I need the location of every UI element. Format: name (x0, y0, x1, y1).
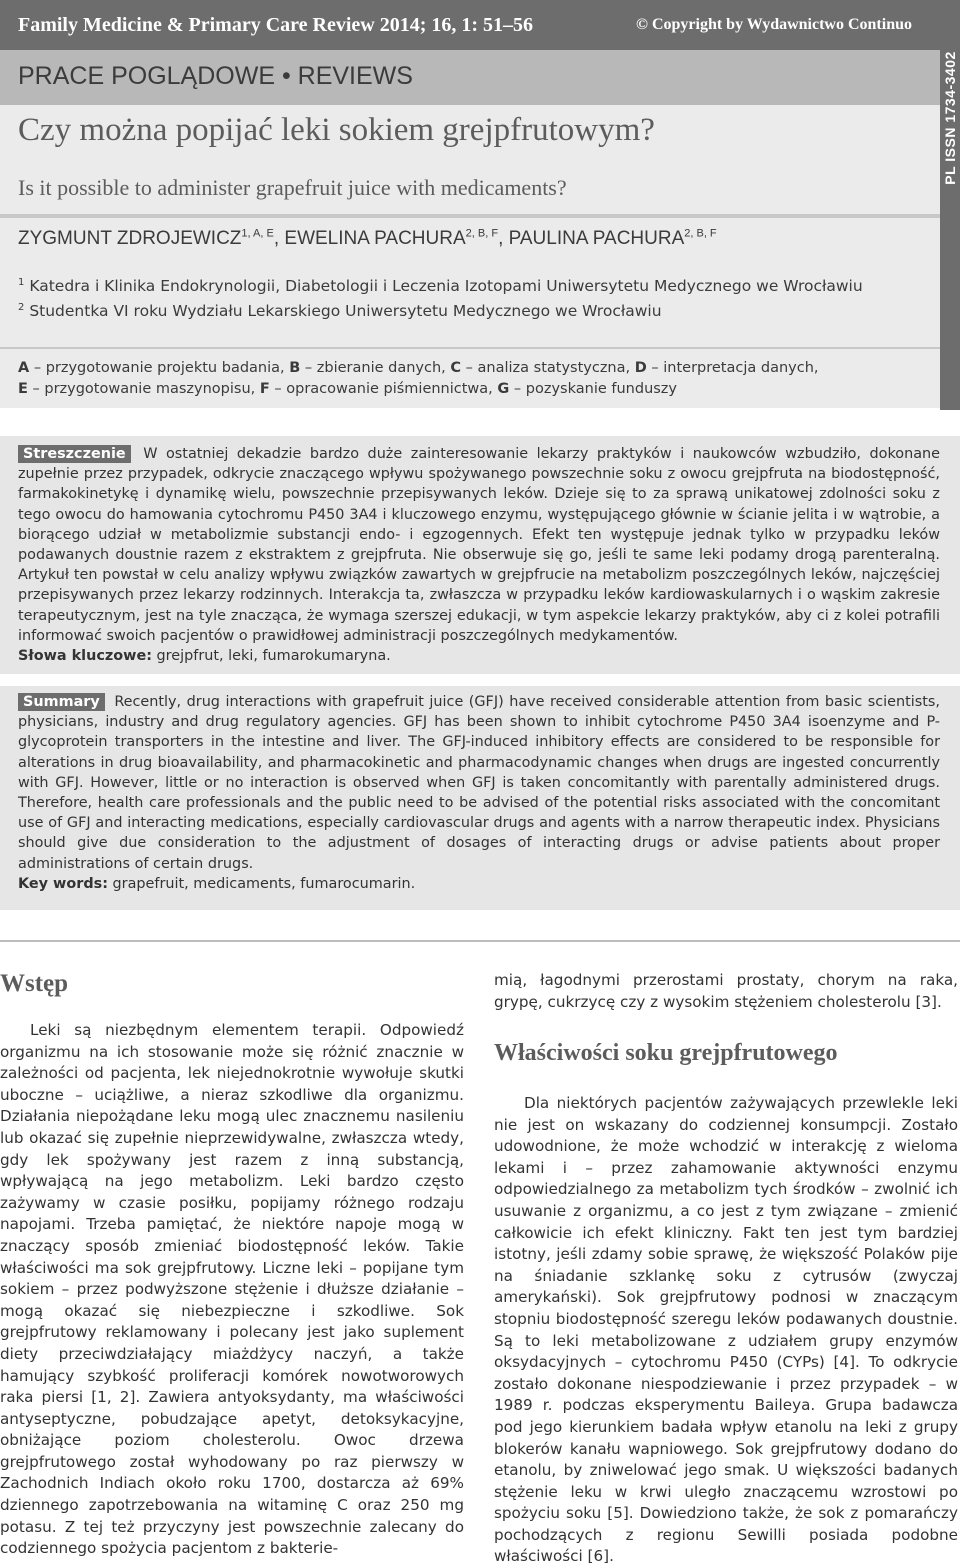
keywords-en: grapefruit, medicaments, fumarocumarin. (107, 875, 416, 892)
copyright-notice: © Copyright by Wydawnictwo Continuo (636, 16, 912, 33)
article-title-en: Is it possible to administer grapefruit juice with medicaments? (18, 175, 567, 200)
heading-introduction: Wstęp (0, 970, 69, 997)
author-2: EWELINA $PACHURA^{2, B, F}$, (284, 228, 509, 250)
contributions-divider (0, 347, 940, 349)
intro-continuation: mią, łagodnymi przerostami prostaty, chorym na raka, grypę, cukrzycę czy z wysokim stężeniem cholesterolu [3]. (494, 971, 958, 1011)
abstract-en-label: Summary (18, 693, 105, 711)
abstract-en-text (18, 692, 940, 894)
section-label: PRACE POGLĄDOWE • REVIEWS (18, 62, 413, 90)
abstract-en-body: Recently, drug interactions with grapefruit juice (GFJ) have received considerable attention from basic scientists, physicians, industry and drug regulatory agencies. GFJ has been shown to inhibit cytochrome P450 3A4 isoenzyme and P-glycoprotein transporters in the intestine and liver. The GFJ-induced inhibitory effects are considered to be responsible for alterations in drug bioavailability, and pharmacokinetic and pharmacodynamic changes when drugs are ingested concurrently with GFJ. However, little or no interaction is observed when GFJ is taken concomitantly with parentally administered drugs. Therefore, health care professionals and the public need to be advised of the potential risks associated with the concomitant use of GFJ and interacting medications, especially cardiovascular drugs and agents with a narrow therapeutic index. Physicians should give due consideration to the adjustment of dosages of interacting drugs or advise patients about proper administrations of certain drugs. (18, 694, 941, 872)
intro-paragraph: Leki są niezbędnym elementem terapii. Odpowiedź organizmu na ich stosowanie może się różnić znacznie w zależności od pacjenta, lek niejednokrotnie wywołuje skutki uboczne – uciążliwe, a nieraz szkodliwe dla organizmu. Działania niepożądane leku mogą ulec znacznemu nasileniu lub okazać się zupełnie nieprzewidywalne, zwłaszcza wtedy, gdy lek spożywany jest razem z inną substancją, wpływającą na jego metabolizm. Leki bardzo często zażywamy w czasie posiłku, popijamy różnego rodzaju napojami. Trzeba pamiętać, że niektóre napoje mogą w znaczący sposób zmieniać biodostępność leków. Takie właściwości ma sok grejpfrutowy. Liczne leki – popijane tym sokiem – przez podwyższone stężenie i dłuższe działanie – mogą okazać się niebezpieczne i szkodliwe. Sok grejpfrutowy reklamowany i polecany jest jako suplement diety przeciwdziałający miażdżycy naczyń, a także hamujący szybkość proliferacji komórek nowotworowych raka piersi [1, 2]. Zawiera antyoksydanty, ma właściwości antyseptyczne, pobudzające apetyt, detoksykacyjne, obniżające poziom cholesterolu. Owoc drzewa grejpfrutowego został wyhodowany po raz pierwszy w Zachodnich Indiach około roku 1700, dostarcza aż 69% dziennego zapotrzebowania na witaminę C oraz 250 mg potasu. Z tej też przyczyny jest powszechnie zalecany do codziennego spożycia pacjentom z bakterie- (0, 1021, 464, 1558)
body-divider (0, 940, 960, 942)
affiliation-2: $^2$ Studentka VI roku Wydziału Lekarskiego Uniwersytetu Medycznego we Wrocławiu (18, 302, 662, 321)
article-title-pl: Czy można popijać leki sokiem grejpfrutowym? (18, 112, 655, 148)
abstract-pl-box (0, 436, 960, 674)
keywords-pl-label: Słowa kluczowe: (18, 648, 152, 665)
header-divider (0, 214, 940, 218)
intro-continuation-column (494, 970, 958, 1013)
abstract-en-box (0, 686, 960, 910)
abstract-pl-body: W ostatniej dekadzie bardzo duże zainteresowanie lekarzy praktyków i naukowców wzbudziło, dokonane zupełnie przez przypadek, odkrycie znaczącego wpływu spożywanego powszechnie soku z owocu grejpfruta na biodostępność, farmakokinetykę i dynamikę wielu, powszechnie przepisywanych leków. Dzieje się to za sprawą unikatowej zdolności soku z tego owocu do hamowania cytochromu P450 3A4 i kluczowego enzymu, występującego głównie w ścianie jelita i w wątrobie, a biorącego udział w metabolizmie substancji endo- i egzogennych. Efekt ten występuje jednak tylko w przypadku leków podawanych doustnie razem z ekstraktem z grejpfruta. Nie obserwuje się go, jeśli te same leki podamy drogą parenteralną. Artykuł ten powstał w celu analizy wpływu związków zawartych w grejpfrucie na metabolizm poszczególnych leków, najczęściej przepisywanych przez lekarzy rodzinnych. Interakcja ta, zwłaszcza w przypadku leków kardiowaskularnych i o wąskim zakresie terapeutycznym, jest na tyle znacząca, że wymaga szerszej edukacji, w tym aspekcie lekarzy praktyków, aby ci z kolei potrafili informować swoich pacjentów o prawidłowej administracji poszczególnych medykamentów. (18, 446, 941, 644)
journal-header-bar (0, 0, 960, 50)
intro-column (0, 1020, 464, 1560)
properties-column (494, 1093, 958, 1568)
keywords-en-label: Key words: (18, 875, 108, 892)
author-list (18, 228, 717, 250)
heading-properties: Właściwości soku grejpfrutowego (494, 1040, 838, 1066)
keywords-pl: grejpfrut, leki, fumarokumaryna. (151, 648, 391, 665)
abstract-pl-text (18, 444, 940, 666)
properties-paragraph: Dla niektórych pacjentów zażywających przewlekle leki nie jest on wskazany do codziennej konsumpcji. Zostało udowodnione, że może wchodzić w interakcję z wieloma lekami i – przez zahamowanie aktywności enzymu odpowiedzialnego za metabolizm tych środków – zwolnić ich usuwanie z organizmu, a co jest z tym związane – zmienić całkowicie ich efekt kliniczny. Fakt ten jest tym bardziej istotny, jeśli zdamy sobie sprawę, że większość Polaków pije na śniadanie szklankę soku z cytrusów (zwyczaj amerykański). Sok grejpfrutowy podnosi w znaczącym stopniu biodostępność szeregu leków podawanych doustnie. Są to leki metabolizowane z udziałem grupy enzymów oksydacyjnych – cytochromu P450 (CYPs) [4]. To odkrycie zostało dokonane niespodziewanie i przez przypadek – w 1989 r. podczas eksperymentu Baileya. Grupa badawcza pod jego kierunkiem badała wpływ etanolu na leki z grupy blokerów kanału wapniowego. Sok grejpfrutowy dodano do etanolu, by zniwelować jego smak. U większości badanych stężenie leku w krwi uległo znaczącemu wzrostowi po spożyciu soku [5]. Dowiedziono także, że sok z pomarańczy pochodzących z regionu Sewilli posiada podobne właściwości [6]. (494, 1094, 958, 1566)
issn-label: PL ISSN 1734-3402 (942, 51, 958, 185)
abstract-pl-label: Streszczenie (18, 445, 131, 463)
author-3: PAULINA $PACHURA^{2, B, F}$ (508, 228, 717, 250)
affiliations (18, 272, 918, 322)
journal-citation: Family Medicine & Primary Care Review 2014; 16, 1: 51–56 (18, 14, 534, 36)
author-1: ZYGMUNT $ZDROJEWICZ^{1, A, E}$, (18, 228, 285, 250)
contribution-legend: A – przygotowanie projektu badania, B – zbieranie danych, C – analiza statystyczna, D – interpretacja danych, E – przygotowanie maszynopisu, F – opracowanie piśmiennictwa, G – pozyskanie funduszy (18, 360, 819, 397)
affiliation-1: $^1$ Katedra i Klinika Endokrynologii, Diabetologii i Leczenia Izotopami Uniwersytetu Medycznego we Wrocławiu (18, 277, 863, 296)
